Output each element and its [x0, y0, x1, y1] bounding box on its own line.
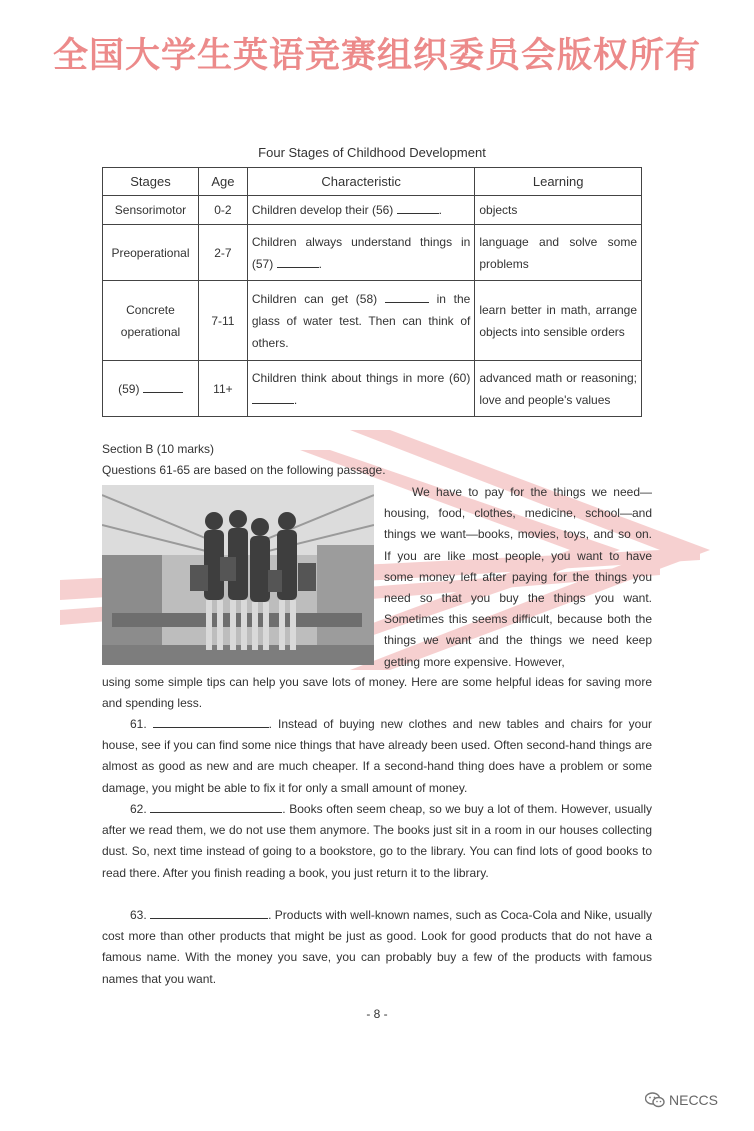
answer-blank-60[interactable]: [252, 391, 294, 404]
table-title: Four Stages of Childhood Development: [258, 145, 486, 160]
brand-mark: [645, 1092, 718, 1108]
question-62: [102, 799, 652, 884]
learning-cell: objects: [475, 196, 642, 225]
header-stages: Stages: [103, 168, 199, 196]
answer-blank-63[interactable]: [150, 906, 268, 919]
section-heading: Section B (10 marks): [102, 442, 215, 456]
copyright-header: 全国大学生英语竞赛组织委员会版权所有: [52, 36, 701, 76]
answer-blank-61[interactable]: [153, 715, 269, 728]
table-row: [103, 196, 642, 225]
question-number: 63.: [130, 908, 151, 922]
answer-blank-56[interactable]: [397, 201, 439, 214]
table-row: [103, 361, 642, 417]
characteristic-cell: [247, 225, 474, 281]
stage-cell: Concrete operational: [103, 281, 199, 361]
characteristic-cell: [247, 281, 474, 361]
stage-cell: Preoperational: [103, 225, 199, 281]
question-body: . Instead of buying new clothes and new tables and chairs for your house, see if you can find some nice things that have already been used. Often second-hand things are almost as good as new and are much cheaper. If a second-hand thing does have a problem or some damage, you might be able to fix it for only a small amount of money.: [102, 717, 653, 795]
header-learning: Learning: [475, 168, 642, 196]
learning-cell: advanced math or reasoning; love and people's values: [475, 361, 642, 417]
shopping-photo: [102, 485, 374, 665]
characteristic-tail: .: [318, 256, 322, 271]
brand-name: NECCS: [669, 1092, 719, 1108]
age-cell: 11+: [198, 361, 247, 417]
characteristic-cell: [247, 196, 474, 225]
table-row: [103, 225, 642, 281]
answer-blank-62[interactable]: [150, 800, 282, 813]
question-body: . Books often seem cheap, so we buy a lot of them. However, usually after we read them, we do not use them anymore. The books just sit in a room in our houses collecting dust. So, next time instead of going to a bookstore, go to the library. You can find lots of good books to read there. After you finish reading a book, you just return it to the library.: [102, 802, 653, 880]
question-number: 61.: [130, 717, 153, 731]
age-cell: 7-11: [198, 281, 247, 361]
age-cell: 2-7: [198, 225, 247, 281]
stage-cell: Sensorimotor: [103, 196, 199, 225]
learning-cell: learn better in math, arrange objects into sensible orders: [475, 281, 642, 361]
header-characteristic: Characteristic: [247, 168, 474, 196]
answer-blank-58[interactable]: [385, 290, 429, 303]
table-row: [103, 281, 642, 361]
characteristic-text: Children can get (58): [251, 291, 385, 306]
passage-text-full: using some simple tips can help you save lots of money. Here are some helpful ideas for saving more and spending less.: [102, 675, 652, 711]
age-cell: 0-2: [198, 196, 247, 225]
characteristic-cell: [247, 361, 474, 417]
characteristic-text: Children think about things in more (60): [251, 370, 471, 385]
question-63: [102, 905, 652, 990]
answer-blank-59[interactable]: [143, 380, 183, 393]
page-number: - 8 -: [366, 1007, 388, 1021]
wechat-icon: [645, 1092, 665, 1108]
stages-table: [102, 167, 642, 417]
answer-blank-57[interactable]: [277, 255, 319, 268]
question-61: [102, 714, 652, 799]
stage-cell: [103, 361, 199, 417]
section-intro: Questions 61-65 are based on the following passage.: [102, 463, 386, 477]
characteristic-text: Children develop their (56): [251, 203, 397, 217]
learning-cell: language and solve some problems: [475, 225, 642, 281]
characteristic-text: Children always understand things in (57): [251, 234, 471, 271]
characteristic-tail: in the glass of water test. Then can think of others.: [251, 291, 471, 350]
question-body: . Products with well-known names, such as Coca-Cola and Nike, usually cost more than other products that might be just as good. Look for good products that do not have a famous name. With the money you save, you can probably buy a few of the products with famous names that you want.: [102, 908, 652, 986]
characteristic-tail: .: [438, 203, 442, 217]
stage-text: (59): [118, 381, 143, 396]
passage-text-side: We have to pay for the things we need—housing, food, clothes, medicine, school—and things we want—books, movies, toys, and so on. If you are like most people, you want to have some money left after paying for the things you need so that you buy the things you want. Sometimes this seems difficult, because both the things we want and the things we need keep getting more expensive. However,: [384, 485, 652, 669]
table-header-row: [103, 168, 642, 196]
question-number: 62.: [130, 802, 151, 816]
header-age: Age: [198, 168, 247, 196]
characteristic-tail: .: [293, 392, 298, 407]
